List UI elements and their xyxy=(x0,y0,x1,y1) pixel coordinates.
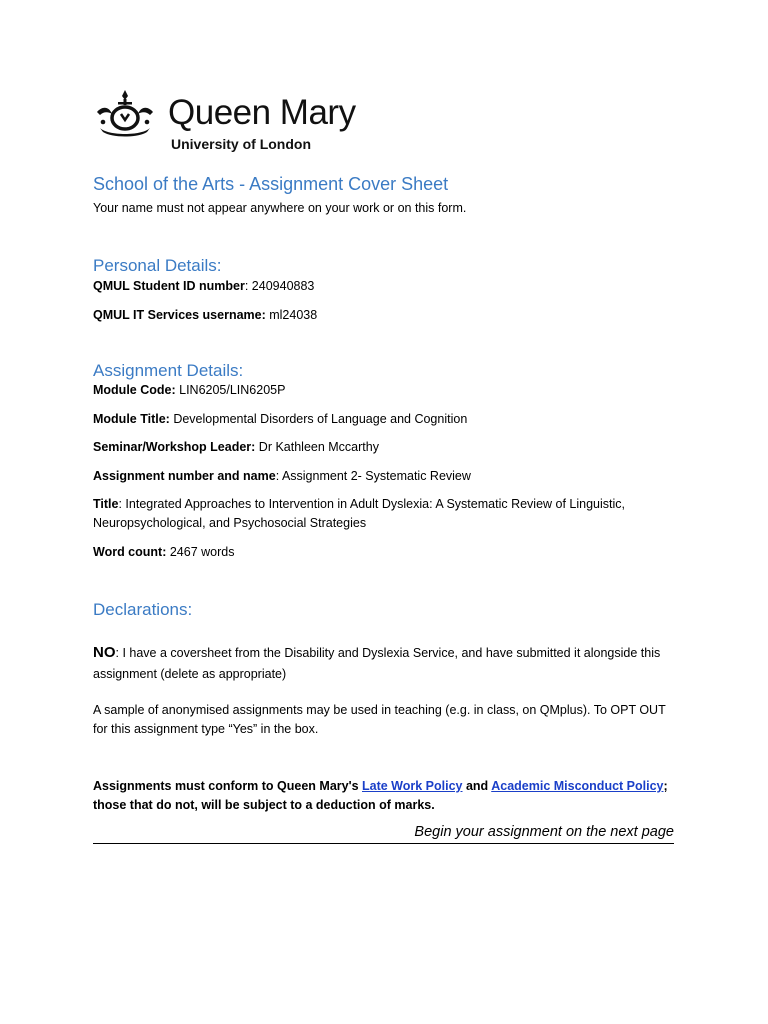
module-code-value: LIN6205/LIN6205P xyxy=(175,383,286,397)
logo-subtitle: University of London xyxy=(171,136,311,152)
page-title: School of the Arts - Assignment Cover Sheet xyxy=(93,174,449,194)
coversheet-answer[interactable]: NO xyxy=(93,644,116,661)
declarations-heading: Declarations: xyxy=(93,600,193,619)
policy-line-2: those that do not, will be subject to a deduction of marks. xyxy=(93,798,435,812)
assignment-details-heading: Assignment Details: xyxy=(93,361,244,380)
leader-label: Seminar/Workshop Leader: xyxy=(93,440,256,454)
username-value: ml24038 xyxy=(265,308,318,322)
module-code-label: Module Code: xyxy=(93,383,176,397)
module-title-value: Developmental Disorders of Language and Cognition xyxy=(169,412,468,426)
policy-prefix: Assignments must conform to Queen Mary's xyxy=(93,779,362,793)
anonymity-notice: Your name must not appear anywhere on your work or on this form. xyxy=(93,201,467,215)
crown-crest-icon xyxy=(94,88,156,138)
sample-opt-out-text: A sample of anonymised assignments may be used in teaching (e.g. in class, on QMplus). To OPT OUT for this assignment type “Yes” in the box. xyxy=(93,703,666,736)
logo-title: Queen Mary xyxy=(168,93,356,132)
username-row xyxy=(93,306,678,325)
assignment-number-value: : Assignment 2- Systematic Review xyxy=(275,469,471,483)
policy-suffix: ; xyxy=(663,779,668,793)
module-title-row xyxy=(93,410,678,429)
leader-value: Dr Kathleen Mccarthy xyxy=(255,440,379,454)
academic-misconduct-policy-link[interactable]: Academic Misconduct Policy xyxy=(491,779,664,793)
begin-next-page-note: Begin your assignment on the next page xyxy=(414,824,674,840)
title-value: : Integrated Approaches to Intervention in Adult Dyslexia: A Systematic Review of Linguistic, Neuropsychological, and Psychosocial Strategies xyxy=(93,497,626,530)
student-id-label: QMUL Student ID number xyxy=(93,279,245,293)
username-label: QMUL IT Services username: xyxy=(93,308,266,322)
qmul-logo xyxy=(94,88,356,154)
horizontal-rule xyxy=(93,843,674,844)
word-count-row xyxy=(93,543,678,562)
student-id-row xyxy=(93,277,678,296)
title-row xyxy=(93,495,663,533)
module-code-row xyxy=(93,381,678,400)
assignment-number-row xyxy=(93,467,678,486)
leader-row xyxy=(93,438,678,457)
student-id-value: : 240940883 xyxy=(244,279,315,293)
word-count-label: Word count: xyxy=(93,545,167,559)
coversheet-declaration xyxy=(93,642,663,685)
policy-line-1 xyxy=(93,777,678,796)
assignment-number-label: Assignment number and name xyxy=(93,469,276,483)
title-label: Title xyxy=(93,497,119,511)
word-count-value: 2467 words xyxy=(166,545,235,559)
module-title-label: Module Title: xyxy=(93,412,170,426)
policy-and: and xyxy=(462,779,492,793)
personal-details-heading: Personal Details: xyxy=(93,256,222,275)
coversheet-text: : I have a coversheet from the Disability and Dyslexia Service, and have submitted it alongside this assignment (delete as appropriate) xyxy=(93,646,661,681)
late-work-policy-link[interactable]: Late Work Policy xyxy=(362,779,463,793)
